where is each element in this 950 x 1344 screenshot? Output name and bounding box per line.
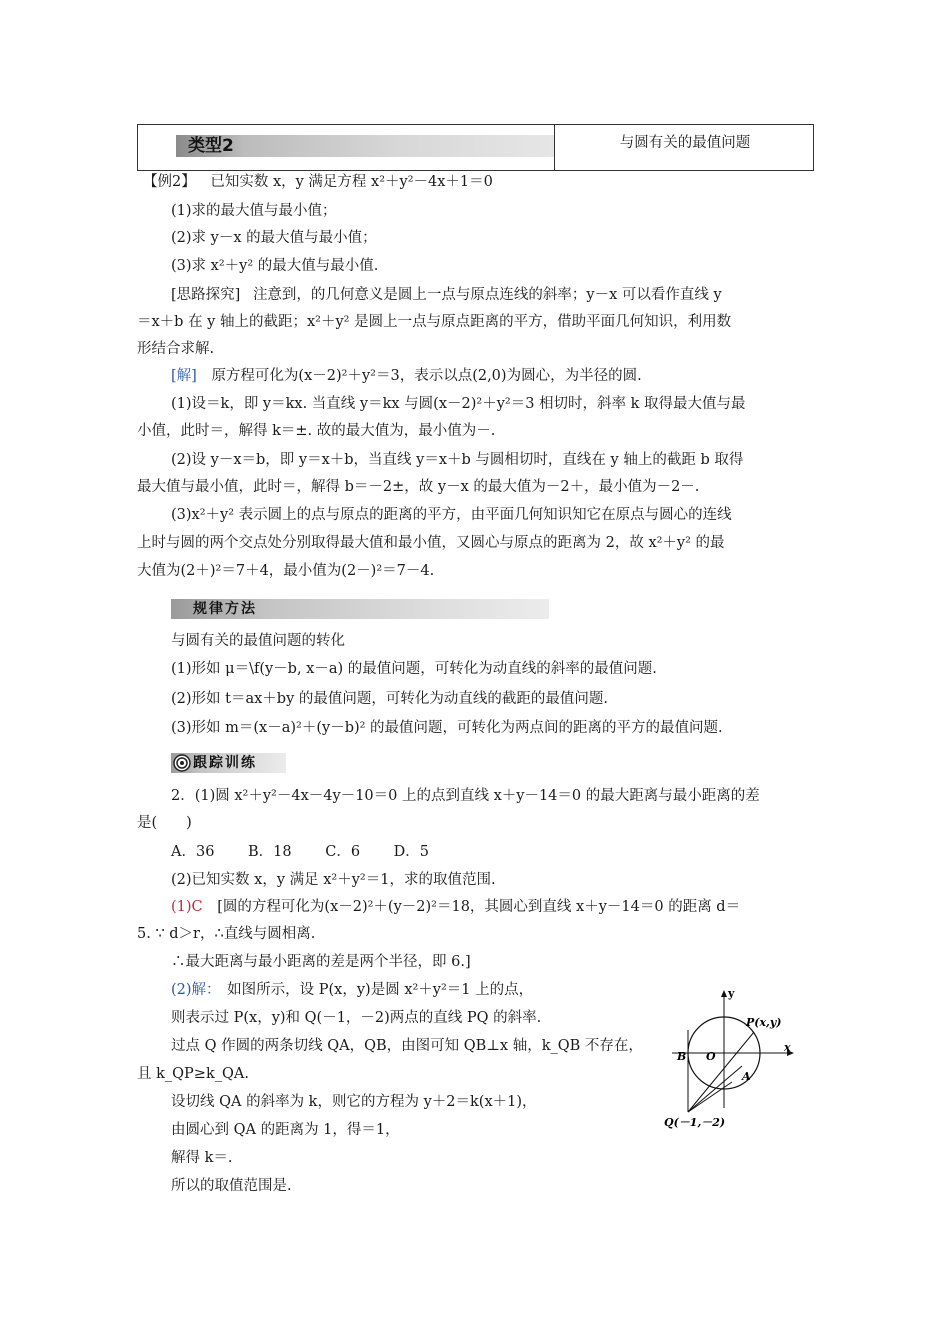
answer-1-line3: ∴最大距离与最小距离的差是两个半径，即 6.] [171, 954, 471, 970]
y-axis-arrow [721, 990, 727, 997]
answer-2-tag: (2)解： [171, 982, 221, 998]
answer-1-text: [圆的方程可化为(x－2)²＋(y－2)²＝18，其圆心到直线 x＋y－14＝0 的距离 d＝ [217, 899, 741, 915]
b-label: B [677, 1050, 687, 1063]
solution-part3-line3: 大值为(2＋)²＝7＋4，最小值为(2－)²＝7－4. [137, 563, 435, 579]
x-label: x [784, 1041, 791, 1054]
method-item-2: (2)形如 t＝ax＋by 的最值问题，可转化为动直线的截距的最值问题. [171, 691, 608, 707]
answer-2-line6: 由圆心到 QA 的距离为 1，得＝1， [171, 1122, 400, 1138]
tangent-qa [688, 1066, 742, 1112]
solution-part1-line2: 小值，此时＝，解得 k＝±. 故的最大值为，最小值为－. [137, 423, 496, 439]
figure-svg [662, 990, 802, 1130]
circle-tangent-figure [662, 990, 802, 1130]
p-label: P(x,y) [746, 1016, 782, 1029]
method-item-3: (3)形如 m＝(x－a)²＋(y－b)² 的最值问题，可转化为两点间的距离的平方的最值问题. [171, 720, 723, 736]
question-1: (1)求的最大值与最小值； [171, 203, 337, 219]
y-label: y [728, 990, 735, 1000]
analysis-line-3: 形结合求解. [137, 341, 215, 357]
solution-tag: [解] [171, 368, 197, 384]
method-label: 规律方法 [193, 601, 257, 617]
answer-2-line1 [171, 980, 533, 1000]
training-options: A．36 B．18 C．6 D．5 [171, 844, 430, 860]
method-banner [171, 599, 549, 619]
answer-2-line8: 所以的取值范围是. [171, 1178, 292, 1194]
answer-1-line1 [171, 897, 740, 917]
example-tag: 【例2】 [143, 174, 196, 190]
solution-intro: 原方程可化为(x－2)²＋y²＝3，表示以点(2,0)为圆心，为半径的圆. [211, 368, 642, 384]
answer-2-line5: 设切线 QA 的斜率为 k，则它的方程为 y＋2＝k(x＋1)， [171, 1094, 537, 1110]
type-label: 类型2 [188, 136, 234, 156]
answer-2-text: 如图所示，设 P(x，y)是圆 x²＋y²＝1 上的点， [227, 982, 534, 998]
target-icon [173, 754, 191, 772]
question-2: (2)求 y－x 的最大值与最小值； [171, 230, 377, 246]
training-label: 跟踪训练 [193, 755, 257, 771]
training-question-line1: 2．(1)圆 x²＋y²－4x－4y－10＝0 上的点到直线 x＋y－14＝0 的最大距离与最小距离的差 [171, 788, 760, 804]
answer-1-tag: (1)C [171, 899, 203, 915]
section-title: 与圆有关的最值问题 [619, 135, 751, 151]
a-label: A [742, 1070, 751, 1083]
question-3: (3)求 x²＋y² 的最大值与最小值. [171, 258, 379, 274]
section-header [137, 124, 814, 171]
analysis-line-1 [171, 285, 722, 305]
answer-2-line2: 则表示过 P(x，y)和 Q(－1，－2)两点的直线 PQ 的斜率. [171, 1010, 542, 1026]
answer-2-line7: 解得 k＝. [171, 1150, 233, 1166]
training-question-2: (2)已知实数 x，y 满足 x²＋y²＝1，求的取值范围. [171, 872, 496, 888]
answer-1-line2: 5. ∵ d＞r，∴直线与圆相离. [137, 926, 316, 942]
solution-intro-line [171, 366, 642, 386]
answer-2-line3: 过点 Q 作圆的两条切线 QA，QB，由图可知 QB⊥x 轴，k_QB 不存在， [171, 1038, 643, 1054]
solution-part3-line1: (3)x²＋y² 表示圆上的点与原点的距离的平方，由平面几何知识知它在原点与圆心的连线 [171, 507, 732, 523]
training-question-line2: 是( ) [137, 815, 192, 831]
method-item-1: (1)形如 μ＝\f(y－b, x－a) 的最值问题，可转化为动直线的斜率的最值问题. [171, 661, 657, 677]
training-banner [171, 753, 286, 773]
solution-part2-line2: 最大值与最小值，此时＝，解得 b＝－2±，故 y－x 的最大值为－2＋，最小值为－2－. [137, 479, 700, 495]
analysis-text-1: 注意到，的几何意义是圆上一点与原点连线的斜率；y－x 可以看作直线 y [252, 287, 722, 303]
analysis-tag: [思路探究] [171, 287, 241, 303]
o-label: O [706, 1050, 716, 1063]
q-label: Q(－1,－2) [664, 1116, 726, 1129]
example-stem-line [143, 172, 493, 192]
analysis-line-2: ＝x＋b 在 y 轴上的截距；x²＋y² 是圆上一点与原点距离的平方，借助平面几何知识，利用数 [137, 314, 732, 330]
method-title: 与圆有关的最值问题的转化 [171, 633, 345, 649]
example-stem: 已知实数 x，y 满足方程 x²＋y²－4x＋1＝0 [210, 174, 493, 190]
answer-2-line4: 且 k_QP≥k_QA. [137, 1066, 249, 1082]
solution-part3-line2: 上时与圆的两个交点处分别取得最大值和最小值，又圆心与原点的距离为 2，故 x²＋y² 的最 [137, 535, 725, 551]
solution-part1-line1: (1)设＝k，即 y＝kx. 当直线 y＝kx 与圆(x－2)²＋y²＝3 相切时，斜率 k 取得最大值与最 [171, 396, 746, 412]
solution-part2-line1: (2)设 y－x＝b，即 y＝x＋b，当直线 y＝x＋b 与圆相切时，直线在 y 轴上的截距 b 取得 [171, 452, 744, 468]
type-banner [176, 135, 554, 157]
